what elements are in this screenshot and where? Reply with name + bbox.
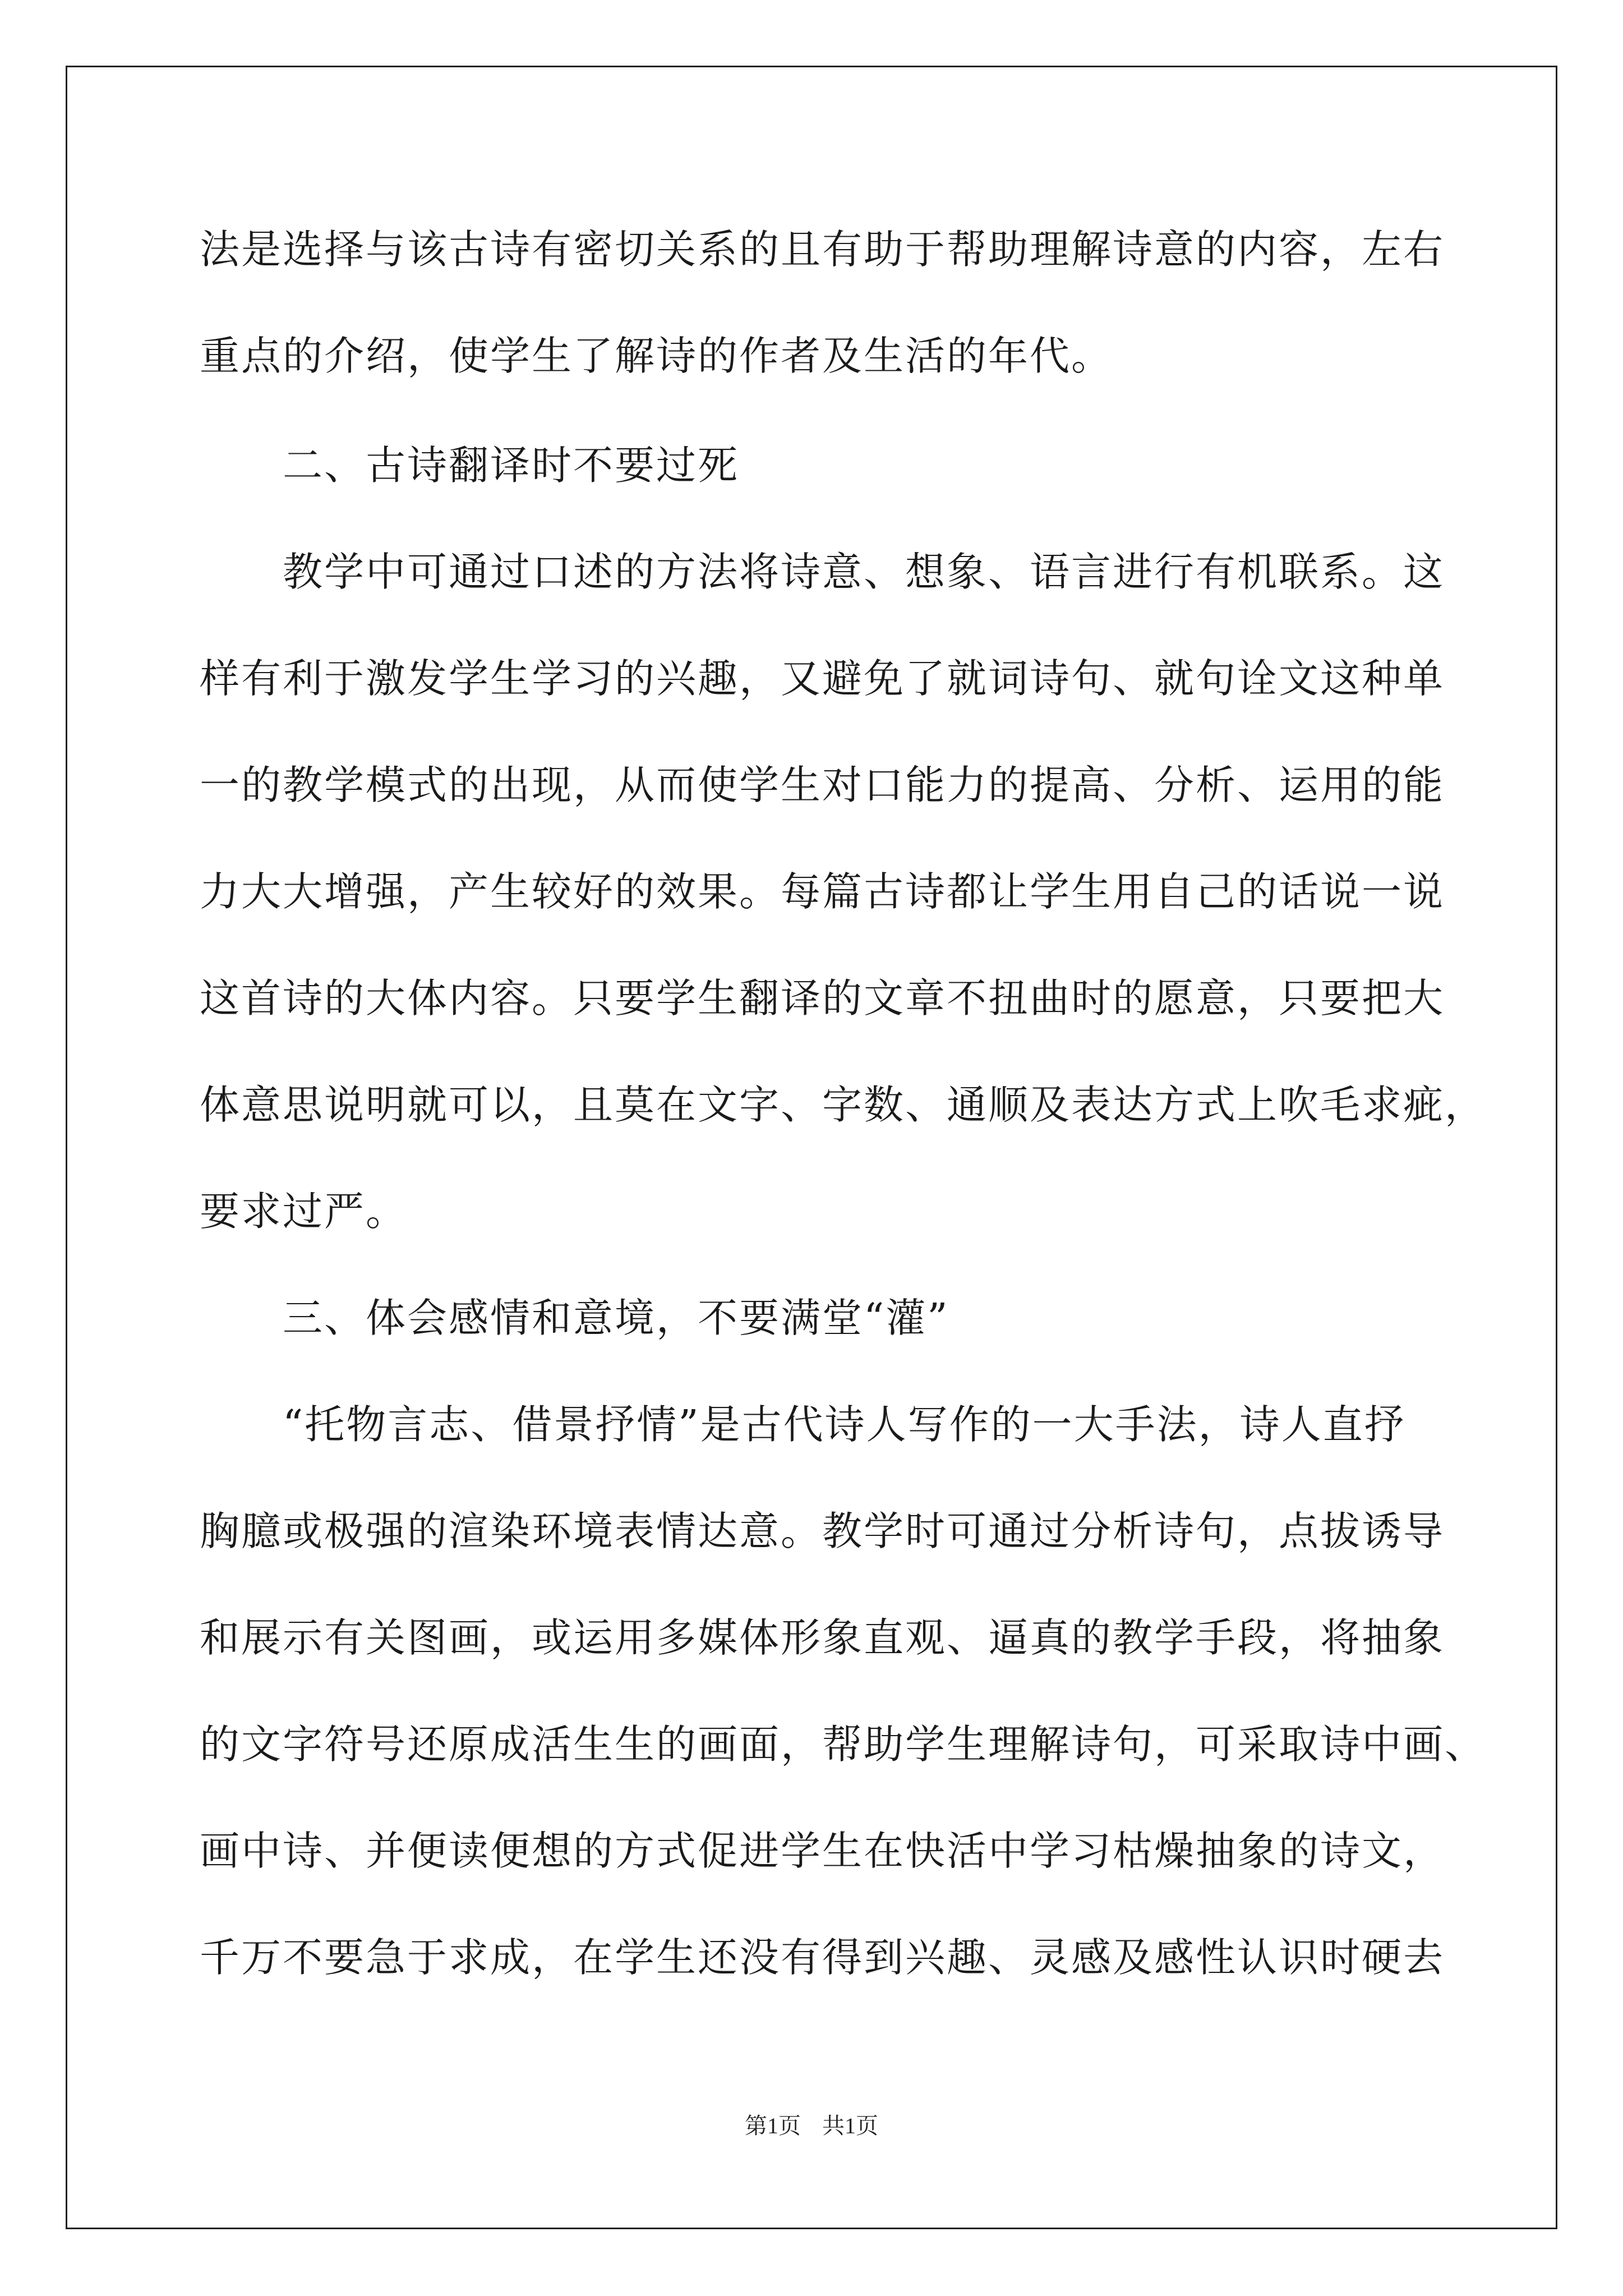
text-line: 法是选择与该古诗有密切关系的且有助于帮助理解诗意的内容，左右 xyxy=(200,226,1445,273)
text-line: 要求过严。 xyxy=(200,1188,408,1235)
text-line: 画中诗、并便读便想的方式促进学生在快活中学习枯燥抽象的诗文， xyxy=(200,1828,1445,1874)
text-line: 的文字符号还原成活生生的画面，帮助学生理解诗句，可采取诗中画、 xyxy=(200,1721,1487,1768)
text-line: 样有利于激发学生学习的兴趣，又避免了就词诗句、就句诠文这种单 xyxy=(200,655,1445,702)
section-heading: 三、体会感情和意境，不要满堂“灌” xyxy=(200,1295,949,1341)
text-line: 胸臆或极强的渲染环境表情达意。教学时可通过分析诗句，点拔诱导 xyxy=(200,1508,1445,1554)
text-line: “托物言志、借景抒情”是古代诗人写作的一大手法，诗人直抒 xyxy=(200,1401,1406,1448)
text-line: 和展示有关图画，或运用多媒体形象直观、逼真的教学手段，将抽象 xyxy=(200,1614,1445,1661)
text-line: 千万不要急于求成，在学生还没有得到兴趣、灵感及感性认识时硬去 xyxy=(200,1934,1445,1981)
text-line: 一的教学模式的出现，从而使学生对口能力的提高、分析、运用的能 xyxy=(200,762,1445,808)
text-line: 力大大增强，产生较好的效果。每篇古诗都让学生用自己的话说一说 xyxy=(200,868,1445,915)
text-line: 这首诗的大体内容。只要学生翻译的文章不扭曲时的愿意，只要把大 xyxy=(200,975,1445,1022)
page-number: 第1页 xyxy=(745,2113,801,2138)
page-total: 共1页 xyxy=(822,2113,878,2138)
text-line: 重点的介绍，使学生了解诗的作者及生活的年代。 xyxy=(200,333,1113,379)
text-line: 体意思说明就可以，且莫在文字、字数、通顺及表达方式上吹毛求疵， xyxy=(200,1082,1487,1128)
section-heading: 二、古诗翻译时不要过死 xyxy=(200,442,740,489)
page-border xyxy=(66,66,1557,2229)
page-footer xyxy=(0,2112,1623,2140)
text-line: 教学中可通过口述的方法将诗意、想象、语言进行有机联系。这 xyxy=(200,549,1445,595)
